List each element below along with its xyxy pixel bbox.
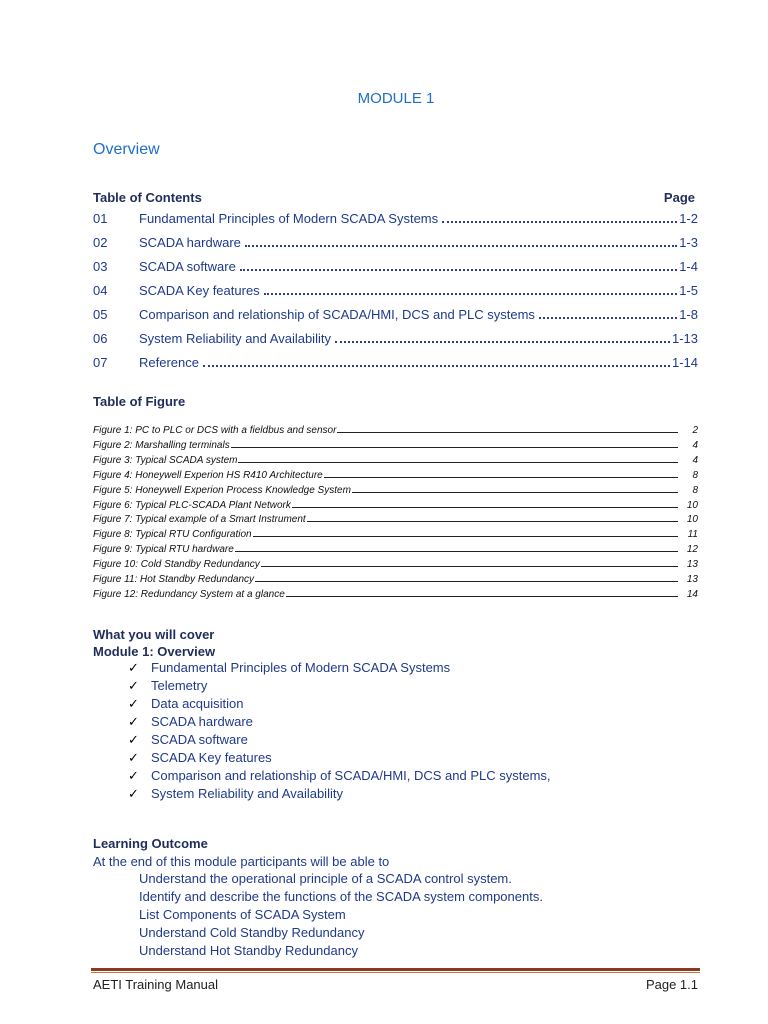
figure-entry[interactable] [93, 514, 698, 528]
figure-entry[interactable] [93, 470, 698, 484]
cover-item [128, 660, 551, 678]
figure-entry[interactable] [93, 559, 698, 573]
figure-entry-title: Figure 8: Typical RTU Configuration [93, 529, 252, 541]
figure-leader-line [231, 447, 678, 448]
toc-entry[interactable] [93, 259, 698, 277]
cover-item-text: Data acquisition [151, 696, 244, 711]
cover-subheading: Module 1: Overview [93, 644, 216, 659]
toc-entry-page: 1-14 [671, 355, 698, 370]
figure-entry-title: Figure 10: Cold Standby Redundancy [93, 559, 260, 571]
figure-entry-title: Figure 5: Honeywell Experion Process Knowledge System [93, 484, 351, 496]
toc-entry[interactable] [93, 355, 698, 373]
cover-heading: What you will cover [93, 627, 215, 642]
figure-leader-line [292, 507, 678, 508]
cover-checklist [128, 660, 551, 804]
cover-item-text: SCADA Key features [151, 750, 272, 765]
figure-entry-page: 10 [686, 499, 698, 511]
footer-page-number: Page 1.1 [645, 977, 698, 992]
figure-entry[interactable] [93, 529, 698, 543]
figure-entry-page: 13 [686, 574, 698, 585]
checkmark-icon: ✓ [128, 696, 139, 711]
cover-item [128, 696, 551, 714]
figure-entry[interactable] [93, 544, 698, 558]
toc-entry-page: 1-5 [679, 283, 698, 298]
checkmark-icon: ✓ [128, 768, 139, 783]
toc-dot-leader [264, 293, 678, 295]
learning-outcomes-list [139, 871, 543, 961]
figure-entry-page: 13 [686, 559, 698, 571]
toc-entry-number: 05 [93, 307, 108, 322]
toc-dot-leader [240, 269, 677, 271]
figure-leader-line [235, 551, 678, 552]
toc-page-label: Page [663, 190, 695, 205]
figure-entry-title: Figure 9: Typical RTU hardware [93, 544, 234, 556]
figures-heading: Table of Figure [93, 394, 186, 409]
figure-entry-title: Figure 12: Redundancy System at a glance [93, 588, 285, 600]
footer-rule-thick [91, 968, 700, 971]
figure-entry[interactable] [93, 485, 698, 499]
learning-outcome-item: List Components of SCADA System [139, 907, 346, 922]
figure-leader-line [337, 432, 678, 433]
cover-heading-block [93, 626, 215, 660]
figure-entry[interactable] [93, 500, 698, 514]
figure-entry-page: 14 [686, 588, 698, 600]
toc-dot-leader [203, 365, 670, 367]
toc-entry-number: 06 [93, 331, 108, 346]
toc-entry[interactable] [93, 283, 698, 301]
toc-dot-leader [245, 245, 677, 247]
toc-entry-title: System Reliability and Availability [139, 331, 331, 346]
figure-entry-title: Figure 11: Hot Standby Redundancy [93, 574, 255, 585]
figure-entry[interactable] [93, 425, 698, 439]
learning-outcome-item: Understand the operational principle of a SCADA control system. [139, 871, 512, 886]
toc-entry[interactable] [93, 331, 698, 349]
section-heading: Overview [93, 141, 160, 158]
toc-entry-title: Comparison and relationship of SCADA/HMI, DCS and PLC systems [139, 307, 535, 322]
checkmark-icon: ✓ [128, 660, 139, 675]
figure-entry-title: Figure 7: Typical example of a Smart Instrument [93, 514, 306, 526]
checkmark-icon: ✓ [128, 714, 139, 729]
cover-item-text: SCADA software [151, 732, 248, 747]
cover-item-text: Comparison and relationship of SCADA/HMI, DCS and PLC systems, [151, 768, 551, 783]
cover-item [128, 714, 551, 732]
footer-manual-name: AETI Training Manual [93, 977, 219, 992]
figure-entry-page: 8 [692, 484, 698, 496]
cover-item-text: Fundamental Principles of Modern SCADA Systems [151, 660, 451, 675]
toc-entry[interactable] [93, 235, 698, 253]
toc-entry-title: SCADA hardware [139, 235, 241, 250]
toc-entry-page: 1-8 [679, 307, 698, 322]
figure-entry-page: 11 [687, 529, 698, 541]
learning-outcome-item: Understand Hot Standby Redundancy [139, 943, 358, 958]
checkmark-icon: ✓ [128, 750, 139, 765]
figure-entry-page: 4 [692, 454, 698, 466]
toc-entry-page: 1-3 [679, 235, 698, 250]
toc-heading: Table of Contents [93, 190, 202, 205]
cover-item-text: SCADA hardware [151, 714, 253, 729]
figure-leader-line [324, 477, 678, 478]
figure-entry-title: Figure 1: PC to PLC or DCS with a fieldbus and sensor [93, 425, 337, 436]
figure-entry-title: Figure 2: Marshalling terminals [93, 439, 230, 451]
figure-entry-page: 4 [692, 439, 698, 451]
toc-entry-number: 03 [93, 259, 108, 274]
figure-leader-line [352, 492, 678, 493]
cover-item [128, 750, 551, 768]
figure-entry-title: Figure 4: Honeywell Experion HS R410 Architecture [93, 469, 323, 481]
cover-item-text: System Reliability and Availability [151, 786, 343, 801]
figure-leader-line [253, 536, 678, 537]
learning-heading: Learning Outcome [93, 836, 208, 851]
checkmark-icon: ✓ [128, 732, 139, 747]
cover-item [128, 786, 551, 804]
checkmark-icon: ✓ [128, 786, 139, 801]
figure-entry[interactable] [93, 574, 698, 588]
cover-item [128, 768, 551, 786]
figure-leader-line [307, 521, 678, 522]
toc-entry-title: SCADA software [139, 259, 236, 274]
toc-entry-number: 07 [93, 355, 108, 370]
figure-entry-page: 12 [686, 544, 698, 556]
cover-item-text: Telemetry [151, 678, 208, 693]
figure-entry-page: 10 [686, 514, 698, 526]
toc-dot-leader [442, 221, 677, 223]
toc-heading-row [93, 190, 695, 205]
checkmark-icon: ✓ [128, 678, 139, 693]
cover-item [128, 678, 551, 696]
toc-entry-page: 1-4 [679, 259, 698, 274]
toc-entry-number: 01 [93, 211, 108, 226]
toc-entry-number: 02 [93, 235, 108, 250]
toc-entry-number: 04 [93, 283, 108, 298]
figure-leader-line [255, 581, 678, 582]
toc-entry-title: SCADA Key features [139, 283, 260, 298]
toc-dot-leader [539, 317, 677, 319]
module-title: MODULE 1 [357, 90, 435, 107]
learning-intro: At the end of this module participants will be able to [93, 854, 390, 869]
figure-leader-line [261, 566, 678, 567]
figure-entry[interactable] [93, 440, 698, 454]
toc-entry-page: 1-13 [671, 331, 698, 346]
learning-outcome-item: Understand Cold Standby Redundancy [139, 925, 365, 940]
toc-entry[interactable] [93, 211, 698, 229]
figure-entry-title: Figure 6: Typical PLC-SCADA Plant Network [93, 499, 291, 511]
cover-item [128, 732, 551, 750]
toc-entry-title: Reference [139, 355, 199, 370]
figure-entry-page: 2 [692, 425, 698, 436]
toc-entry-page: 1-2 [679, 211, 698, 226]
figure-leader-line [238, 462, 678, 463]
footer-rule-thin [91, 972, 700, 973]
figure-leader-line [286, 596, 678, 597]
learning-outcome-item: Identify and describe the functions of the SCADA system components. [139, 889, 543, 904]
figure-entry-page: 8 [692, 469, 698, 481]
toc-dot-leader [335, 341, 670, 343]
toc-entry[interactable] [93, 307, 698, 325]
figure-entry-title: Figure 3: Typical SCADA system [93, 454, 238, 466]
figure-entry[interactable] [93, 455, 698, 469]
toc-entry-title: Fundamental Principles of Modern SCADA Systems [139, 211, 439, 226]
figure-entry[interactable] [93, 589, 698, 603]
